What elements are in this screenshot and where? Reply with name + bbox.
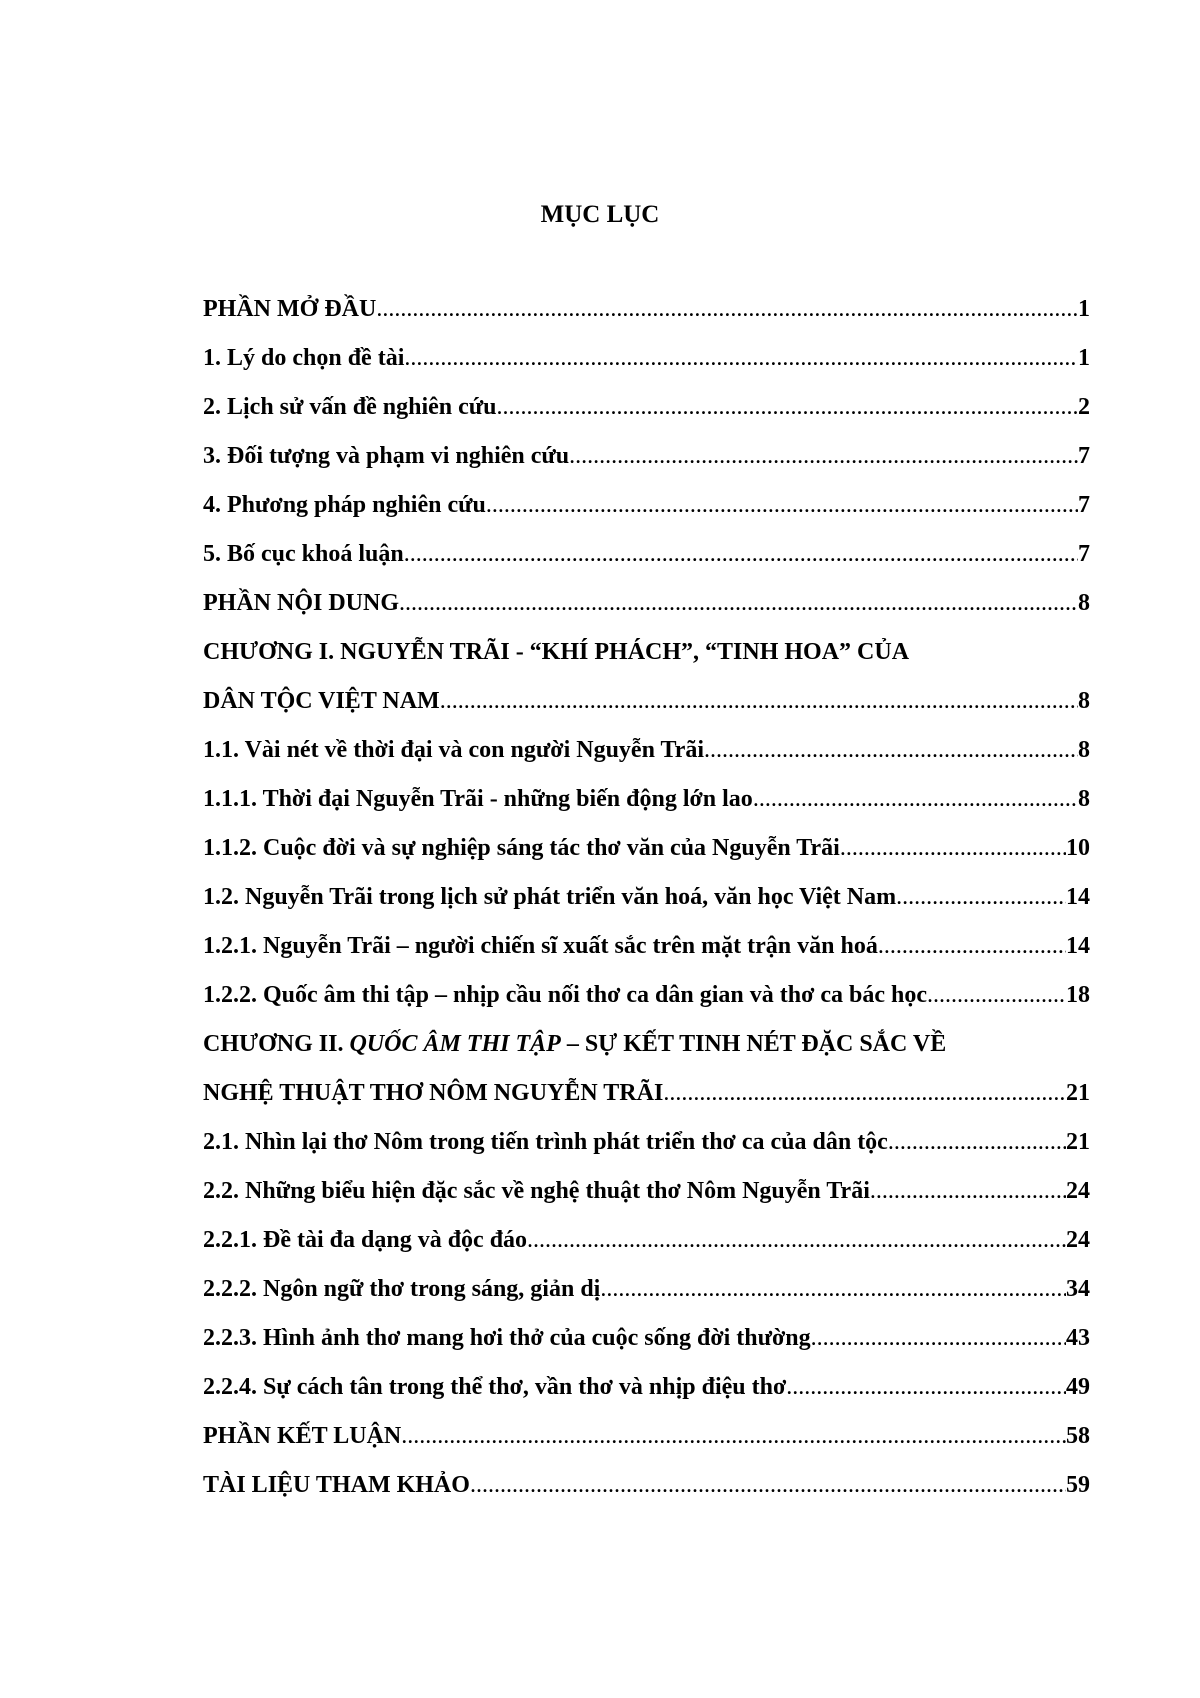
toc-entry[interactable] [203,1171,1090,1220]
toc-leader [927,975,1066,1015]
toc-entry-page: 7 [1078,443,1090,469]
toc-entry-text: TÀI LIỆU THAM KHẢO [203,1472,470,1498]
toc-entry[interactable] [203,1269,1090,1318]
toc-entry-text: 2.2. Những biểu hiện đặc sắc về nghệ thuật thơ Nôm Nguyễn Trãi [203,1178,870,1204]
toc-entry-page: 7 [1078,541,1090,567]
toc-entry-page: 8 [1078,786,1090,812]
toc-entry[interactable] [203,485,1090,534]
toc-entry-text: 3. Đối tượng và phạm vi nghiên cứu [203,443,570,469]
toc-entry-page: 24 [1066,1178,1090,1204]
toc-entry-page: 8 [1078,737,1090,763]
toc-entry-page: 59 [1066,1472,1090,1498]
toc-leader [600,1269,1066,1309]
toc-leader [896,877,1066,917]
toc-entry[interactable] [203,289,1090,338]
toc-leader [663,1073,1066,1113]
toc-chapter-2-heading[interactable] [203,1024,1090,1073]
toc-entry[interactable] [203,387,1090,436]
toc-entry-page: 14 [1066,884,1090,910]
toc-entry[interactable] [203,583,1090,632]
toc-entry[interactable] [203,681,1090,730]
toc-entry[interactable] [203,1220,1090,1269]
toc-entry-text: PHẦN MỞ ĐẦU [203,296,377,322]
toc-entry-text: 2.2.2. Ngôn ngữ thơ trong sáng, giản dị [203,1276,601,1302]
toc-leader [811,1318,1066,1358]
toc-entry-text: 1.1.1. Thời đại Nguyễn Trãi - những biến động lớn lao [203,786,753,812]
toc-chapter-2-suffix: – SỰ KẾT TINH NÉT ĐẶC SẮC VỀ [560,1031,947,1057]
toc-entry-text: 2.2.3. Hình ảnh thơ mang hơi thở của cuộc sống đời thường [203,1325,811,1351]
toc-entry[interactable] [203,338,1090,387]
toc-leader [704,730,1078,770]
toc-entry[interactable] [203,1416,1090,1465]
toc-entry-page: 1 [1078,345,1090,371]
toc-entry-page: 24 [1066,1227,1090,1253]
toc-leader [440,681,1078,721]
toc-leader [527,1220,1066,1260]
toc-entry-page: 2 [1078,394,1090,420]
toc-chapter-1-heading[interactable]: CHƯƠNG I. NGUYỄN TRÃI - “KHÍ PHÁCH”, “TINH HOA” CỦA [203,639,910,665]
toc-entry[interactable] [203,877,1090,926]
toc-entry-page: 8 [1078,688,1090,714]
toc-chapter-2-italic-title: QUỐC ÂM THI TẬP [349,1031,561,1057]
toc-leader [401,1416,1066,1456]
toc-leader [888,1122,1066,1162]
toc-entry-text: PHẦN KẾT LUẬN [203,1423,402,1449]
toc-entry-text: 1. Lý do chọn đề tài [203,345,405,371]
toc-leader [786,1367,1066,1407]
toc-entry-page: 21 [1066,1129,1090,1155]
toc-entry-text: 1.1. Vài nét về thời đại và con người Nguyễn Trãi [203,737,705,763]
toc-leader [486,485,1078,525]
toc-entry[interactable] [203,975,1090,1024]
toc-entry-text: NGHỆ THUẬT THƠ NÔM NGUYỄN TRÃI [203,1080,664,1106]
toc-entry-text: 1.2.1. Nguyễn Trãi – người chiến sĩ xuất sắc trên mặt trận văn hoá [203,933,878,959]
toc-leader [404,534,1078,574]
toc-entry-page: 43 [1066,1325,1090,1351]
toc-entry-page: 18 [1066,982,1090,1008]
toc-chapter-2-prefix: CHƯƠNG II. [203,1031,350,1057]
toc-entry[interactable] [203,436,1090,485]
toc-entry-text: 5. Bố cục khoá luận [203,541,404,567]
toc-entry[interactable] [203,1073,1090,1122]
toc-entry-page: 8 [1078,590,1090,616]
toc-entry-text: DÂN TỘC VIỆT NAM [203,688,440,714]
toc-leader [753,779,1078,819]
toc-entry-page: 14 [1066,933,1090,959]
toc-entry-text: 2.2.1. Đề tài đa dạng và độc đáo [203,1227,528,1253]
toc-leader [870,1171,1066,1211]
toc-entry-text: 2.2.4. Sự cách tân trong thể thơ, vần thơ và nhịp điệu thơ [203,1374,787,1400]
toc-entry-text: 1.2. Nguyễn Trãi trong lịch sử phát triển văn hoá, văn học Việt Nam [203,884,897,910]
toc-entry-text: 2. Lịch sử vấn đề nghiên cứu [203,394,497,420]
toc-entry-page: 1 [1078,296,1090,322]
toc-entry-page: 34 [1066,1276,1090,1302]
toc-entry-text: 4. Phương pháp nghiên cứu [203,492,486,518]
toc-entry[interactable] [203,828,1090,877]
toc-entry[interactable] [203,1465,1090,1514]
toc-entry-page: 21 [1066,1080,1090,1106]
toc-leader [470,1465,1066,1505]
toc-leader [376,289,1078,329]
toc-entry-text: PHẦN NỘI DUNG [203,590,399,616]
toc-entry-page: 7 [1078,492,1090,518]
toc-entry[interactable] [203,730,1090,779]
toc-leader [399,583,1078,623]
toc-leader [497,387,1078,427]
toc-entry[interactable] [203,926,1090,975]
toc-entry[interactable] [203,1318,1090,1367]
toc-entry-text: 1.1.2. Cuộc đời và sự nghiệp sáng tác thơ văn của Nguyễn Trãi [203,835,840,861]
toc-leader [404,338,1078,378]
table-of-contents [203,289,1090,1514]
toc-entry[interactable] [203,534,1090,583]
toc-entry-page: 10 [1066,835,1090,861]
toc-entry-page: 58 [1066,1423,1090,1449]
toc-entry[interactable] [203,1122,1090,1171]
toc-entry-text: 2.1. Nhìn lại thơ Nôm trong tiến trình phát triển thơ ca của dân tộc [203,1129,888,1155]
toc-leader [840,828,1066,868]
toc-title: MỤC LỤC [540,201,660,228]
toc-leader [878,926,1066,966]
toc-entry[interactable] [203,779,1090,828]
toc-leader [569,436,1078,476]
toc-entry-page: 49 [1066,1374,1090,1400]
toc-entry[interactable] [203,1367,1090,1416]
toc-entry-text: 1.2.2. Quốc âm thi tập – nhịp cầu nối thơ ca dân gian và thơ ca bác học [203,982,928,1008]
